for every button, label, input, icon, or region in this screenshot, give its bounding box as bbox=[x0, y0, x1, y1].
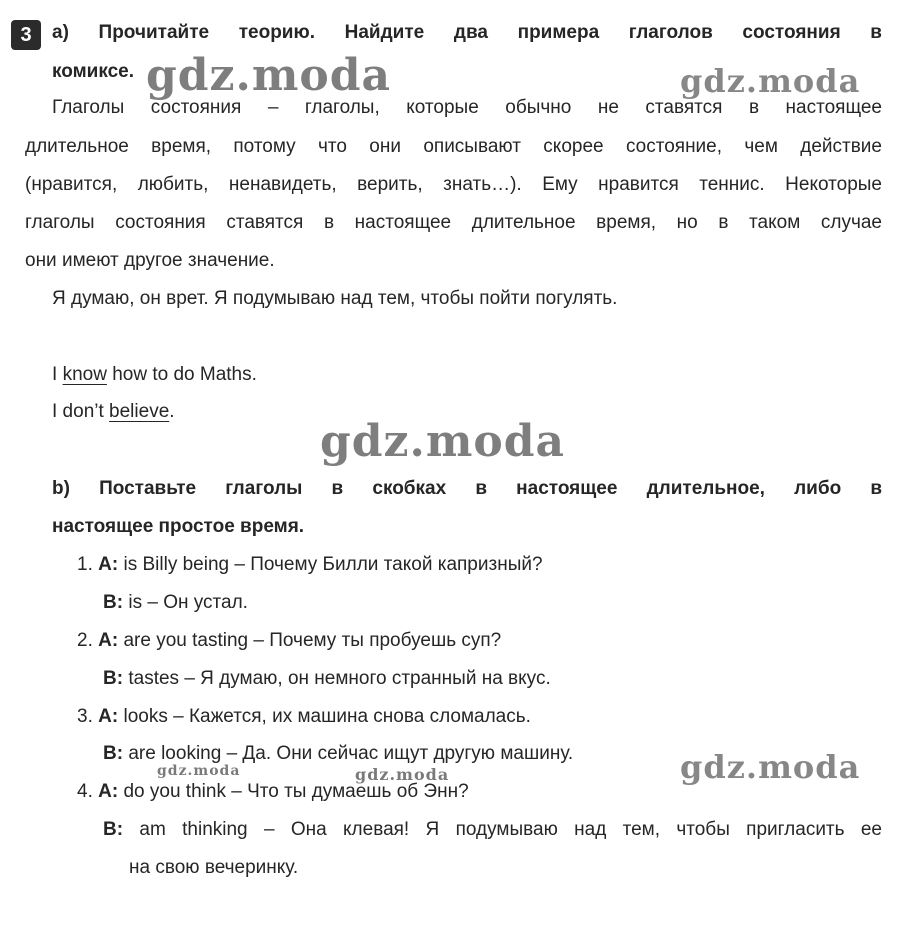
dialogue-line-a bbox=[77, 706, 531, 728]
speaker-label: A: bbox=[98, 554, 119, 575]
item-number: 2. bbox=[77, 630, 93, 651]
watermark: gdz.moda bbox=[680, 62, 861, 100]
exercise-number-badge: 3 bbox=[11, 20, 41, 50]
dialogue-text: is – Он устал. bbox=[128, 592, 248, 613]
dialogue-line-a bbox=[77, 630, 501, 652]
part-a-heading: a) Прочитайте теорию. Найдите два примера глаголов состояния в bbox=[52, 22, 882, 43]
answer-text: I bbox=[52, 364, 63, 385]
dialogue-text: looks – Кажется, их машина снова сломалась. bbox=[123, 706, 531, 727]
item-number: 3. bbox=[77, 706, 93, 727]
dialogue-line-b bbox=[103, 592, 248, 614]
speaker-label: A: bbox=[98, 706, 119, 727]
answer-line-2 bbox=[52, 401, 175, 423]
answer-line-1 bbox=[52, 364, 257, 386]
watermark: gdz.moda bbox=[146, 50, 392, 101]
dialogue-line-b bbox=[103, 743, 573, 765]
speaker-label: B: bbox=[103, 592, 124, 613]
item-number: 4. bbox=[77, 781, 93, 802]
part-b-heading: b) Поставьте глаголы в скобках в настоящее длительное, либо в bbox=[52, 478, 882, 499]
answer-text: how to do Maths. bbox=[106, 364, 257, 385]
example-translation: Я думаю, он врет. Я подумываю над тем, чтобы пойти погулять. bbox=[52, 288, 618, 309]
theory-line: глаголы состояния ставятся в настоящее длительное время, но в таком случае bbox=[25, 212, 882, 233]
theory-line: (нравится, любить, ненавидеть, верить, знать…). Ему нравится теннис. Некоторые bbox=[25, 174, 882, 195]
dialogue-text: tastes – Я думаю, он немного странный на вкус. bbox=[128, 668, 551, 689]
state-verb-underlined: know bbox=[62, 364, 107, 385]
speaker-label: B: bbox=[103, 743, 124, 764]
dialogue-line-a bbox=[77, 554, 543, 576]
answer-text: I don’t bbox=[52, 401, 110, 422]
dialogue-line-a bbox=[77, 781, 469, 803]
dialogue-text: am thinking – Она клевая! Я подумываю над тем, чтобы пригласить ее bbox=[139, 819, 882, 840]
dialogue-line-b-cont: на свою вечеринку. bbox=[129, 857, 299, 878]
speaker-label: B: bbox=[103, 668, 124, 689]
speaker-label: A: bbox=[98, 630, 119, 651]
dialogue-text: is Billy being – Почему Билли такой капризный? bbox=[123, 554, 543, 575]
state-verb-underlined: believe bbox=[109, 401, 170, 422]
watermark: gdz.moda bbox=[157, 763, 241, 779]
part-a-heading-cont: комиксе. bbox=[52, 61, 135, 82]
part-b-heading-cont: настоящее простое время. bbox=[52, 516, 305, 537]
dialogue-line-b bbox=[103, 819, 882, 841]
watermark: gdz.moda bbox=[680, 748, 861, 786]
dialogue-text: are you tasting – Почему ты пробуешь суп? bbox=[123, 630, 502, 651]
answer-text: . bbox=[169, 401, 175, 422]
speaker-label: A: bbox=[98, 781, 119, 802]
dialogue-text: are looking – Да. Они сейчас ищут другую машину. bbox=[128, 743, 574, 764]
dialogue-text: do you think – Что ты думаешь об Энн? bbox=[123, 781, 469, 802]
watermark: gdz.moda bbox=[320, 416, 566, 467]
speaker-label: B: bbox=[103, 819, 124, 840]
theory-line: они имеют другое значение. bbox=[25, 250, 275, 271]
item-number: 1. bbox=[77, 554, 93, 575]
theory-line: длительное время, потому что они описывают скорее состояние, чем действие bbox=[25, 136, 882, 157]
dialogue-line-b bbox=[103, 668, 551, 690]
watermark: gdz.moda bbox=[355, 765, 450, 784]
theory-line: Глаголы состояния – глаголы, которые обычно не ставятся в настоящее bbox=[52, 97, 882, 118]
